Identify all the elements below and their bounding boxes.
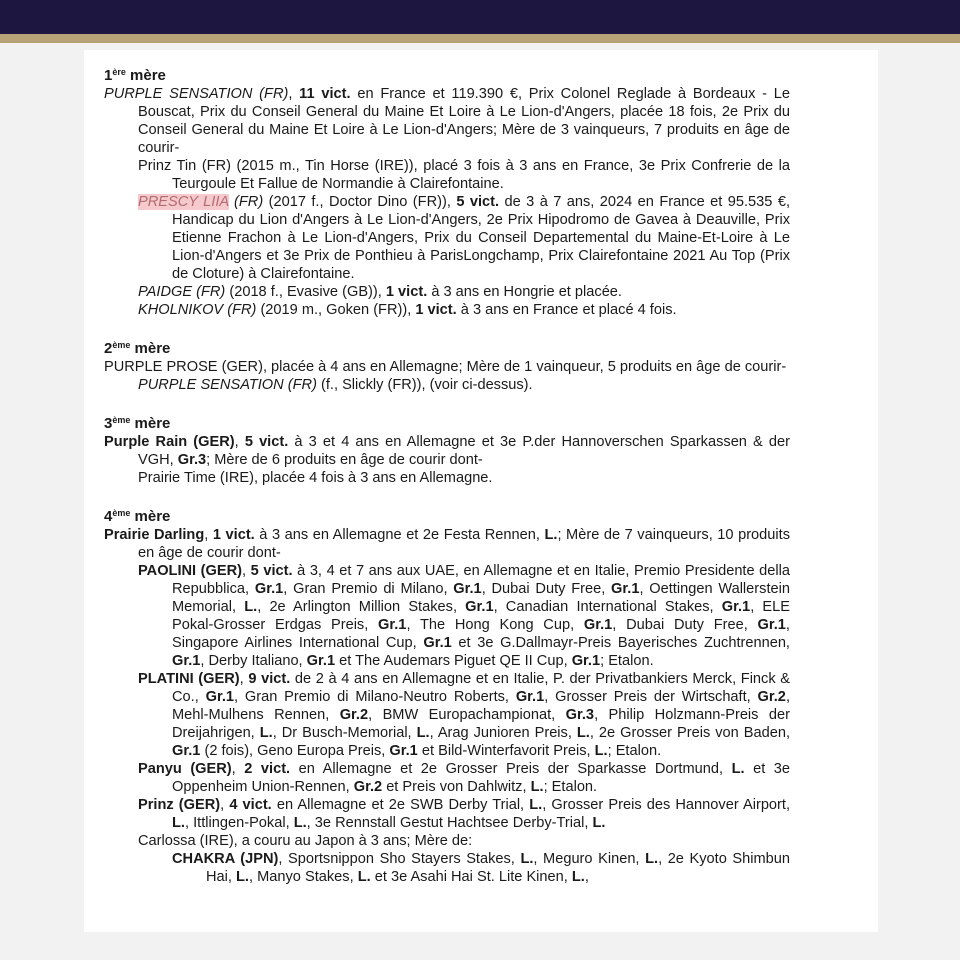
section-heading: 1ère mère — [104, 67, 166, 84]
offspring-entry: PAIDGE (FR) (2018 f., Evasive (GB)), 1 vict. à 3 ans en Hongrie et placée. — [138, 284, 622, 300]
offspring-entry: Panyu (GER), 2 vict. en Allemagne et 2e Grosser Preis der Sparkasse Dortmund, L. et 3e Oppenheim Union-Rennen, Gr.2 et Preis von Dahlwitz, L.; Etalon. — [138, 761, 791, 795]
document-page — [84, 50, 878, 932]
highlighted-name: PRESCY LIIA — [138, 194, 229, 210]
offspring-entry: Prinz Tin (FR) (2015 m., Tin Horse (IRE)), placé 3 fois à 3 ans en France, 3e Prix Confrerie de la Teurgoule Et Fallue de Normandie à Clairefontaine. — [138, 158, 790, 192]
offspring-entry: KHOLNIKOV (FR) (2019 m., Goken (FR)), 1 vict. à 3 ans en France et placé 4 fois. — [138, 302, 677, 318]
offspring-entry: PURPLE SENSATION (FR) (f., Slickly (FR)), (voir ci-dessus). — [138, 377, 533, 393]
dam-entry: Prairie Darling, 1 vict. à 3 ans en Allemagne et 2e Festa Rennen, L.; Mère de 7 vainqueurs, 10 produits en âge de courir dont- — [104, 527, 790, 561]
offspring-entry: Carlossa (IRE), a couru au Japon à 3 ans; Mère de: — [138, 833, 473, 849]
offspring-entry: Prairie Time (IRE), placée 4 fois à 3 ans en Allemagne. — [138, 470, 493, 486]
offspring-entry: PAOLINI (GER), 5 vict. à 3, 4 et 7 ans aux UAE, en Allemagne et en Italie, Premio Presidente della Repubblica, Gr.1, Gran Premio di Milano, Gr.1, Dubai Duty Free, Gr.1, Oettingen Wallerstein Memorial, L., 2e Arlington Million Stakes, Gr.1, Canadian International Stakes, Gr.1, ELE Pokal-Grosser Erdgas Preis, Gr.1, The Hong Kong Cup, Gr.1, Dubai Duty Free, Gr.1, Singapore Airlines International Cup, Gr.1 et 3e G.Dallmayr-Preis Bayerisches Zuchtrennen, Gr.1, Derby Italiano, Gr.1 et The Audemars Piguet QE II Cup, Gr.1; Etalon. — [138, 563, 791, 669]
page-bottom-edge — [84, 928, 878, 932]
section-heading: 4ème mère — [104, 508, 171, 525]
offspring-entry: Prinz (GER), 4 vict. en Allemagne et 2e SWB Derby Trial, L., Grosser Preis des Hannover Airport, L., Ittlingen-Pokal, L., 3e Rennstall Gestut Hachtsee Derby-Trial, L. — [138, 797, 791, 831]
dam-entry: PURPLE PROSE (GER), placée à 4 ans en Allemagne; Mère de 1 vainqueur, 5 produits en âge de courir- — [104, 359, 787, 375]
section-2eme-mere — [104, 336, 790, 394]
dam-entry: PURPLE SENSATION (FR), 11 vict. en France et 119.390 €, Prix Colonel Reglade à Bordeaux - Le Bouscat, Prix du Conseil General du Maine Et Loire à Le Lion-d'Angers, placée 18 fois, 2e Prix du Conseil General du Maine Et Loire à Le Lion-d'Angers; Mère de 3 vainqueurs, 7 produits en âge de courir- — [104, 86, 790, 156]
section-4eme-mere — [104, 504, 790, 886]
offspring-entry: PRESCY LIIA (FR) (2017 f., Doctor Dino (FR)), 5 vict. de 3 à 7 ans, 2024 en France et 95.535 €, Handicap du Lion d'Angers à Le Lion-d'Angers, 2e Prix Hipodromo de Gavea à Deauville, Prix Etienne Frachon à Le Lion-d'Angers, Prix du Conseil Departemental du Maine-Et-Loire à Le Lion-d'Angers et 3e Prix de Ponthieu à ParisLongchamp, Prix Clairefontaine 2021 Au Top (Prix de Cloture) à Clairefontaine. — [138, 194, 790, 282]
offspring-entry: PLATINI (GER), 9 vict. de 2 à 4 ans en Allemagne et en Italie, P. der Privatbankiers Merck, Finck & Co., Gr.1, Gran Premio di Milano-Neutro Roberts, Gr.1, Grosser Preis der Wirtschaft, Gr.2, Mehl-Mulhens Rennen, Gr.2, BMW Europachampionat, Gr.3, Philip Holzmann-Preis der Dreijahrigen, L., Dr Busch-Memorial, L., Arag Junioren Preis, L., 2e Grosser Preis von Baden, Gr.1 (2 fois), Geno Europa Preis, Gr.1 et Bild-Winterfavorit Preis, L.; Etalon. — [138, 671, 791, 759]
gold-stripe — [0, 34, 960, 43]
section-heading: 3ème mère — [104, 415, 171, 432]
section-heading: 2ème mère — [104, 340, 171, 357]
dam-entry: Purple Rain (GER), 5 vict. à 3 et 4 ans en Allemagne et 3e P.der Hannoverschen Sparkassen & der VGH, Gr.3; Mère de 6 produits en âge de courir dont- — [104, 434, 791, 468]
top-bar — [0, 0, 960, 34]
offspring-entry: CHAKRA (JPN), Sportsnippon Sho Stayers Stakes, L., Meguro Kinen, L., 2e Kyoto Shimbun Hai, L., Manyo Stakes, L. et 3e Asahi Hai St. Lite Kinen, L., — [172, 851, 790, 885]
section-3eme-mere — [104, 411, 790, 487]
section-1ere-mere — [104, 63, 790, 319]
pedigree-text — [104, 63, 790, 886]
